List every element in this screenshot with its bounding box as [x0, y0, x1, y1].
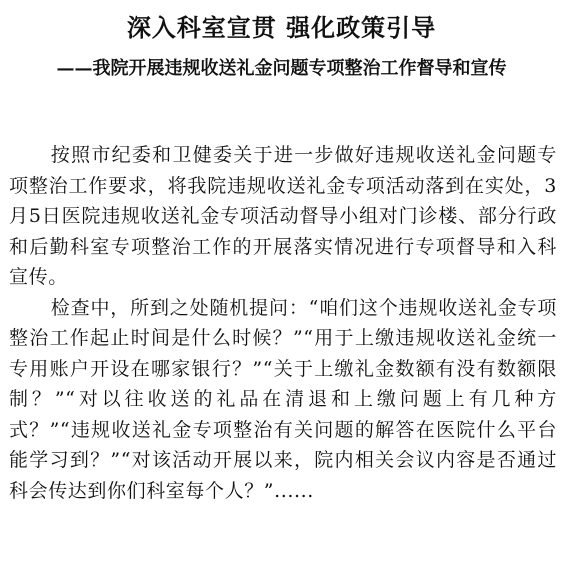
paragraph-2: 检查中，所到之处随机提问：“咱们这个违规收送礼金专项整治工作起止时间是什么时候？”“用于上缴违规收送礼金统一专用账户开设在哪家银行？”“关于上缴礼金数额有没有数额限制？”“对以往收送的礼品在清退和上缴问题上有几种方式？”“违规收送礼金专项整治有关问题的解答在医院什么平台能学习到？”“对该活动开展以来，院内相关会议内容是否通过科会传达到你们科室每个人？”......	[9, 296, 557, 502]
document-subtitle: ——我院开展违规收送礼金问题专项整治工作督导和宣传	[56, 58, 507, 79]
document-title: 深入科室宣贯 强化政策引导	[126, 13, 437, 42]
paragraph-1: 按照市纪委和卫健委关于进一步做好违规收送礼金问题专项整治工作要求，将我院违规收送礼金专项活动落到在实处，3月5日医院违规收送礼金专项活动督导小组对门诊楼、部分行政和后勤科室专项整治工作的开展落实情况进行专项督导和入科宣传。	[9, 144, 557, 288]
document-body	[9, 140, 557, 506]
